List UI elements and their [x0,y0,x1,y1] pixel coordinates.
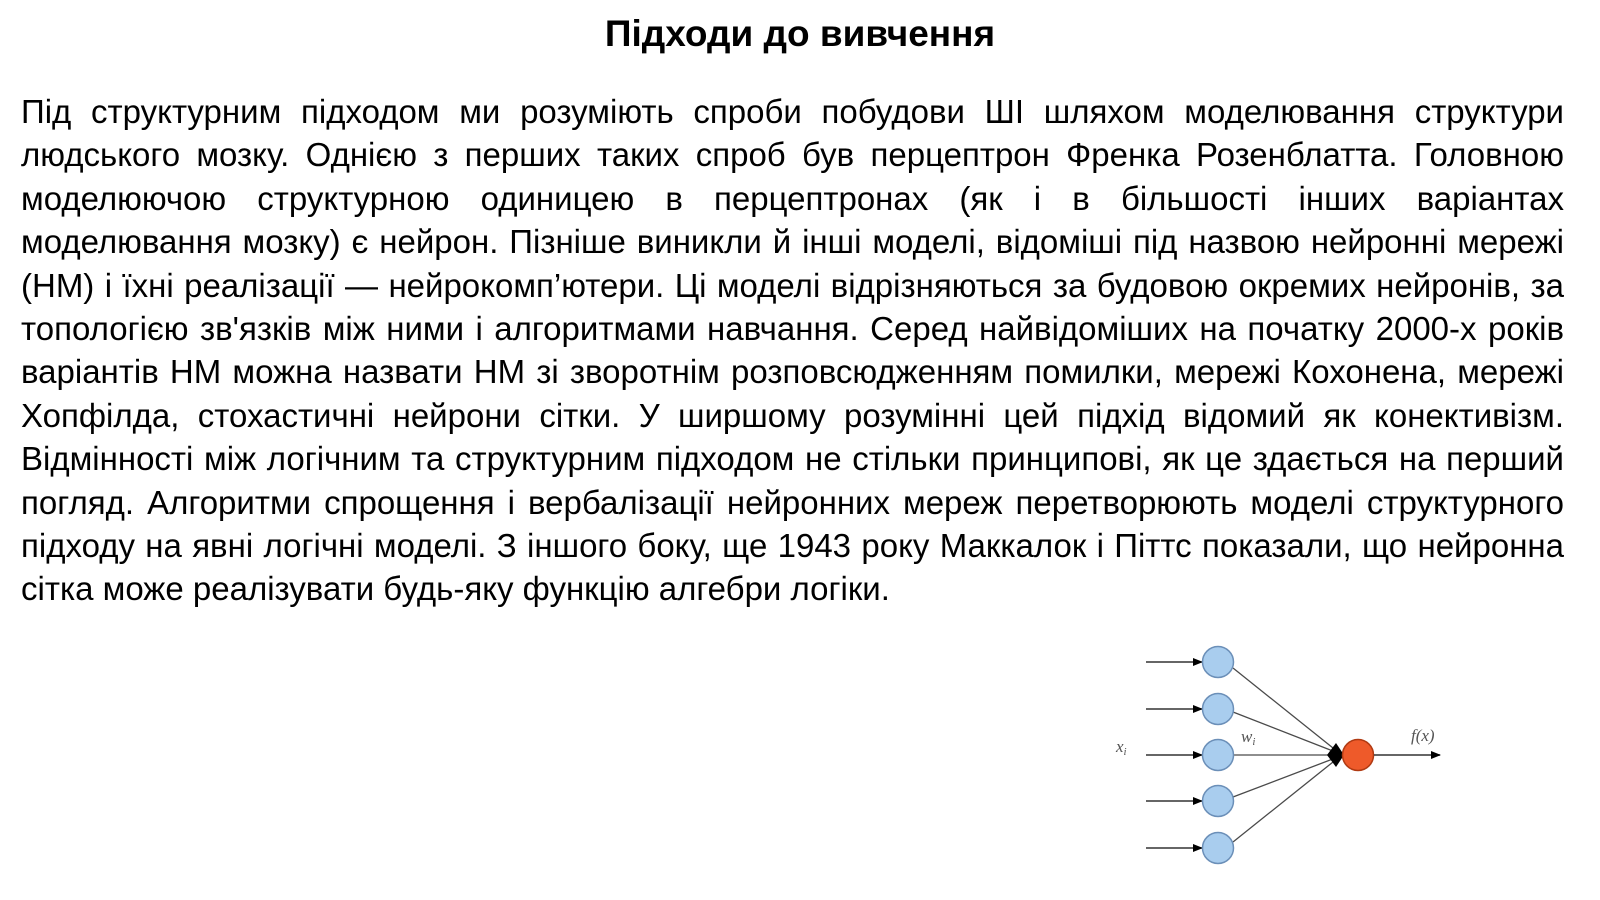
weight-label-sub: i [1252,736,1256,748]
perceptron-diagram [1100,630,1460,880]
body-paragraph: Під структурним підходом ми розуміють спроби побудови ШІ шляхом моделювання структури людського мозку. Однією з перших таких спроб був перцептрон Френка Розенблатта. Головною моделюючою структурною одиницею в перцептронах (як і в більшості інших варіантах моделювання мозку) є нейрон. Пізніше виникли й інші моделі, відоміші під назвою нейронні мережі (НМ) і їхні реалізації — нейрокомп’ютери. Ці моделі відрізняються за будовою окремих нейронів, за топологією зв'язків між ними і алгоритмами навчання. Серед найвідоміших на початку 2000-х років варіантів НМ можна назвати НМ зі зворотнім розповсюдженням помилки, мережі Кохонена, мережі Хопфілда, стохастичні нейрони сітки. У ширшому розумінні цей підхід відомий як конективізм. Відмінності між логічним та структурним підходом не стільки принципові, як це здається на перший погляд. Алгоритми спрощення і вербалізації нейронних мереж перетворюють моделі структурного підходу на явні логічні моделі. З іншого боку, ще 1943 року Маккалок і Піттс показали, що нейронна сітка може реалізувати будь-яку функцію алгебри логіки. [21,93,1564,608]
weight-connections [1233,668,1338,842]
input-label [1115,737,1127,758]
input-arrows [1146,662,1202,848]
slide-title: Підходи до вивчення [604,13,996,54]
connection-5 [1233,758,1338,842]
input-label-sub: i [1123,746,1127,758]
input-node-2 [1203,694,1234,725]
connection-4 [1233,757,1338,797]
output-label: f(x) [1411,726,1435,745]
input-node-3 [1203,740,1234,771]
weight-label [1241,727,1255,748]
input-nodes [1203,647,1234,864]
input-node-5 [1203,833,1234,864]
summation-junction [1327,743,1344,767]
output-node [1343,740,1374,771]
input-node-1 [1203,647,1234,678]
weight-label-main: w [1241,727,1253,746]
input-node-4 [1203,786,1234,817]
input-label-main: x [1116,737,1124,756]
